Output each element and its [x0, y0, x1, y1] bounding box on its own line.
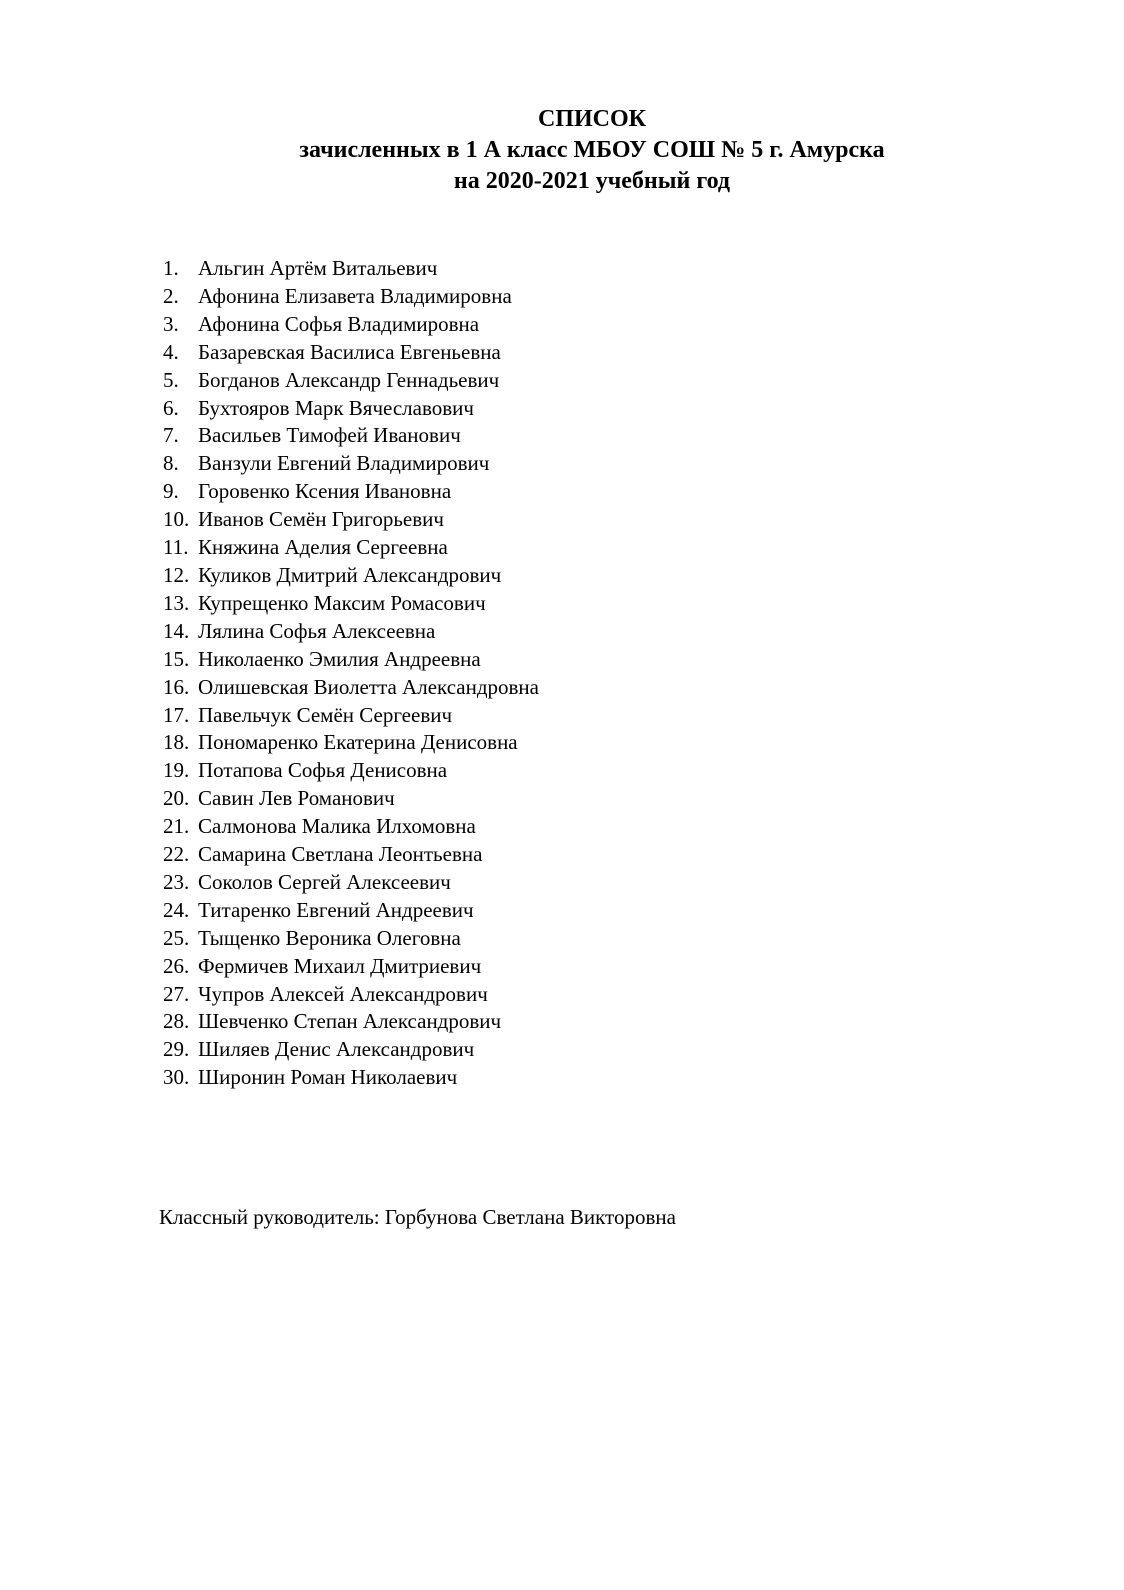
list-item-number: 10. — [163, 507, 190, 532]
list-item — [163, 311, 539, 339]
student-name: Горовенко Ксения Ивановна — [198, 479, 452, 504]
list-item-number: 7. — [163, 423, 179, 448]
list-item — [163, 1064, 539, 1092]
list-item-number: 22. — [163, 842, 190, 867]
academic-year-line: на 2020-2021 учебный год — [453, 168, 731, 194]
list-item — [163, 981, 539, 1009]
list-item — [163, 729, 539, 757]
student-name: Фермичев Михаил Дмитриевич — [198, 953, 482, 978]
list-item-number: 8. — [163, 451, 179, 476]
list-item-number: 5. — [163, 367, 179, 392]
list-item-number: 14. — [163, 618, 190, 643]
student-name: Княжина Аделия Сергеевна — [198, 535, 448, 560]
list-item — [163, 255, 539, 283]
class-teacher-line: Классный руководитель: Горбунова Светлана Викторовна — [159, 1205, 676, 1229]
student-name: Шиляев Денис Александрович — [198, 1037, 475, 1062]
list-item — [163, 534, 539, 562]
list-item-number: 1. — [163, 256, 179, 280]
list-item — [163, 785, 539, 813]
list-item — [163, 897, 539, 925]
list-item-number: 18. — [163, 730, 190, 755]
student-name: Купрещенко Максим Ромасович — [198, 590, 486, 615]
list-item — [163, 1008, 539, 1036]
student-name: Титаренко Евгений Андреевич — [198, 897, 474, 922]
list-item-number: 11. — [163, 535, 189, 560]
student-name: Шевченко Степан Александрович — [198, 1009, 502, 1034]
list-item-number: 29. — [163, 1037, 190, 1062]
list-item-number: 19. — [163, 758, 190, 783]
student-name: Павельчук Семён Сергеевич — [198, 702, 453, 727]
document-heading — [0, 104, 1124, 197]
list-item-number: 4. — [163, 339, 179, 364]
student-name: Васильев Тимофей Иванович — [198, 423, 461, 448]
student-name: Лялина Софья Алексеевна — [198, 618, 436, 643]
student-name: Пономаренко Екатерина Денисовна — [198, 730, 518, 755]
student-name: Соколов Сергей Алексеевич — [198, 869, 451, 894]
student-name: Олишевская Виолетта Александровна — [198, 674, 539, 699]
student-name: Николаенко Эмилия Андреевна — [198, 646, 481, 671]
list-item — [163, 395, 539, 423]
list-item-number: 16. — [163, 674, 190, 699]
student-name: Базаревская Василиса Евгеньевна — [198, 339, 501, 364]
list-item-number: 27. — [163, 981, 190, 1006]
list-item-number: 21. — [163, 814, 190, 839]
list-item — [163, 674, 539, 702]
student-name: Иванов Семён Григорьевич — [198, 507, 444, 532]
list-item-number: 20. — [163, 786, 190, 811]
student-name: Тыщенко Вероника Олеговна — [198, 925, 461, 950]
student-name: Бухтояров Марк Вячеславович — [198, 395, 474, 420]
list-item — [163, 646, 539, 674]
student-name: Афонина Софья Владимировна — [198, 311, 480, 336]
student-list — [163, 255, 539, 1092]
document-subtitle: зачисленных в 1 А класс МБОУ СОШ № 5 г. Амурска — [299, 137, 885, 163]
list-item — [163, 283, 539, 311]
student-name: Потапова Софья Денисовна — [198, 758, 448, 783]
student-name: Чупров Алексей Александрович — [198, 981, 488, 1006]
list-item — [163, 339, 539, 367]
student-name: Куликов Дмитрий Александрович — [198, 562, 502, 587]
student-name: Богданов Александр Геннадьевич — [198, 367, 500, 392]
student-name: Альгин Артём Витальевич — [198, 256, 438, 280]
list-item — [163, 618, 539, 646]
student-name: Самарина Светлана Леонтьевна — [198, 842, 483, 867]
list-item-number: 15. — [163, 646, 190, 671]
list-item — [163, 450, 539, 478]
document-title: СПИСОК — [537, 106, 647, 132]
list-item — [163, 562, 539, 590]
student-name: Афонина Елизавета Владимировна — [198, 283, 512, 308]
list-item-number: 26. — [163, 953, 190, 978]
list-item-number: 23. — [163, 869, 190, 894]
list-item-number: 25. — [163, 925, 190, 950]
list-item — [163, 422, 539, 450]
list-item-number: 24. — [163, 897, 190, 922]
list-item — [163, 367, 539, 395]
list-item-number: 6. — [163, 395, 179, 420]
list-item — [163, 478, 539, 506]
list-item — [163, 1036, 539, 1064]
student-name: Ванзули Евгений Владимирович — [198, 451, 490, 476]
student-name: Широнин Роман Николаевич — [198, 1065, 458, 1090]
list-item — [163, 506, 539, 534]
list-item-number: 12. — [163, 562, 190, 587]
list-item — [163, 869, 539, 897]
list-item — [163, 702, 539, 730]
list-item-number: 13. — [163, 590, 190, 615]
list-item — [163, 813, 539, 841]
list-item — [163, 953, 539, 981]
student-name: Савин Лев Романович — [198, 786, 395, 811]
list-item — [163, 841, 539, 869]
list-item-number: 28. — [163, 1009, 190, 1034]
list-item-number: 2. — [163, 283, 179, 308]
list-item — [163, 590, 539, 618]
list-item-number: 30. — [163, 1065, 190, 1090]
list-item-number: 3. — [163, 311, 179, 336]
student-name: Салмонова Малика Илхомовна — [198, 814, 476, 839]
list-item — [163, 757, 539, 785]
list-item-number: 17. — [163, 702, 190, 727]
list-item — [163, 925, 539, 953]
list-item-number: 9. — [163, 479, 179, 504]
